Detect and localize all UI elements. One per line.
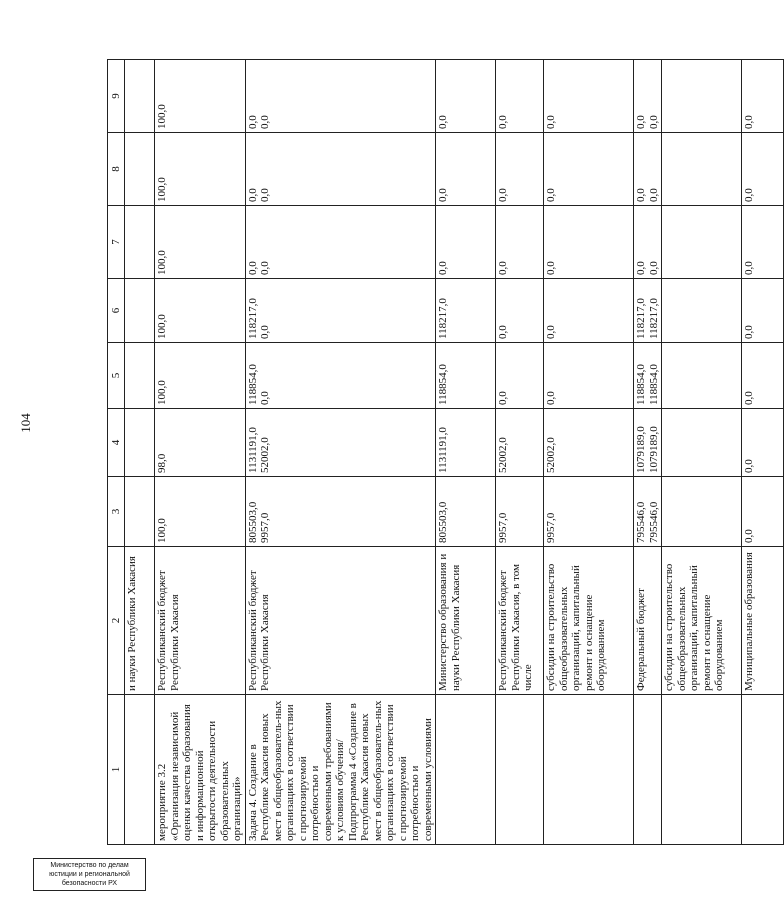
table-row <box>155 60 246 845</box>
amount-value: 0,0 <box>743 115 755 129</box>
amount-cell <box>125 60 155 133</box>
amount-cell <box>662 409 742 477</box>
amount-cell <box>436 133 496 206</box>
amount-cell <box>662 133 742 206</box>
amount-value: 9957,0 <box>259 512 271 543</box>
amount-value: 0,0 <box>246 188 259 202</box>
amount-cell <box>662 206 742 279</box>
amount-value: 805503,0 <box>437 501 449 543</box>
rotated-table-container <box>107 60 755 845</box>
amount-value: 0,0 <box>246 261 259 275</box>
amount-value: 795546,0 <box>647 501 660 543</box>
funding-source-cell: Республиканский бюджет Республики Хакасия, в том числе <box>496 547 544 695</box>
header-cell: 4 <box>108 409 125 477</box>
table-row <box>245 60 436 845</box>
amount-cell <box>496 133 544 206</box>
amount-value: 0,0 <box>545 115 557 129</box>
registration-stamp <box>33 858 146 891</box>
amount-value: 1131191,0 <box>246 427 259 473</box>
amount-cell <box>125 206 155 279</box>
amount-cell <box>436 343 496 409</box>
funding-source-cell: Министерство образования и науки Республики Хакасия <box>436 547 496 695</box>
amount-cell <box>544 133 634 206</box>
amount-cell <box>155 279 246 343</box>
amount-cell <box>742 279 784 343</box>
event-name-cell <box>544 695 634 845</box>
budget-table <box>107 59 784 845</box>
funding-source-cell: Федеральный бюджет <box>634 547 662 695</box>
amount-cell <box>496 343 544 409</box>
amount-value: 0,0 <box>259 115 271 129</box>
amount-cell <box>245 133 436 206</box>
amount-cell <box>436 409 496 477</box>
amount-cell <box>544 409 634 477</box>
table-row <box>742 60 784 845</box>
amount-cell <box>125 409 155 477</box>
amount-cell <box>436 477 496 547</box>
amount-cell <box>634 343 662 409</box>
amount-value: 98,0 <box>156 453 168 473</box>
amount-cell <box>742 133 784 206</box>
amount-value: 0,0 <box>743 459 755 473</box>
amount-value: 0,0 <box>259 325 271 339</box>
table-row <box>634 60 662 845</box>
amount-cell <box>436 60 496 133</box>
amount-value: 100,0 <box>156 314 168 339</box>
amount-cell <box>245 279 436 343</box>
table-body <box>125 60 784 845</box>
amount-value: 118217,0 <box>635 298 647 339</box>
amount-cell <box>742 60 784 133</box>
header-cell: 7 <box>108 206 125 279</box>
amount-cell <box>155 409 246 477</box>
event-name-cell <box>662 695 742 845</box>
header-cell: 1 <box>108 695 125 845</box>
amount-value: 0,0 <box>743 391 755 405</box>
table-row <box>125 60 155 845</box>
amount-value: 0,0 <box>635 188 647 202</box>
event-name-cell: мероприятие 3.2 «Организация независимой оценки качества образования и информационной открытости деятельности образовательных организаций» <box>155 695 246 845</box>
amount-cell <box>634 133 662 206</box>
amount-cell <box>742 409 784 477</box>
amount-cell <box>634 60 662 133</box>
event-name-cell <box>125 695 155 845</box>
amount-value: 795546,0 <box>635 501 647 543</box>
amount-value: 52002,0 <box>545 437 557 473</box>
amount-value: 0,0 <box>497 188 509 202</box>
amount-value: 805503,0 <box>246 501 259 543</box>
stamp-line: Министерство по делам <box>50 862 129 869</box>
amount-cell <box>544 279 634 343</box>
amount-value: 1131191,0 <box>437 427 449 473</box>
amount-value: 9957,0 <box>497 512 509 543</box>
amount-value: 0,0 <box>743 325 755 339</box>
amount-value: 118854,0 <box>437 364 449 405</box>
amount-value: 0,0 <box>259 188 271 202</box>
amount-value: 0,0 <box>743 529 755 543</box>
amount-cell <box>742 477 784 547</box>
amount-value: 1079189,0 <box>647 426 660 473</box>
amount-value: 0,0 <box>246 115 259 129</box>
amount-cell <box>155 343 246 409</box>
amount-value: 0,0 <box>437 188 449 202</box>
amount-value: 0,0 <box>647 188 660 202</box>
amount-cell <box>496 409 544 477</box>
amount-cell <box>496 477 544 547</box>
amount-cell <box>662 279 742 343</box>
amount-value: 0,0 <box>497 325 509 339</box>
table-row <box>496 60 544 845</box>
amount-value: 0,0 <box>497 115 509 129</box>
amount-value: 118854,0 <box>246 364 259 405</box>
amount-value: 118854,0 <box>635 364 647 405</box>
amount-cell <box>245 206 436 279</box>
amount-cell <box>634 279 662 343</box>
amount-value: 0,0 <box>437 261 449 275</box>
amount-cell <box>634 206 662 279</box>
amount-value: 100,0 <box>156 380 168 405</box>
amount-cell <box>155 477 246 547</box>
amount-value: 0,0 <box>259 391 271 405</box>
amount-cell <box>544 206 634 279</box>
amount-value: 0,0 <box>545 261 557 275</box>
amount-cell <box>634 477 662 547</box>
amount-cell <box>245 60 436 133</box>
event-name-cell <box>742 695 784 845</box>
event-name-cell <box>436 695 496 845</box>
amount-cell <box>662 60 742 133</box>
amount-cell <box>436 206 496 279</box>
amount-cell <box>125 133 155 206</box>
header-cell: 2 <box>108 547 125 695</box>
amount-value: 118217,0 <box>437 298 449 339</box>
header-cell: 3 <box>108 477 125 547</box>
amount-value: 0,0 <box>647 115 660 129</box>
amount-value: 0,0 <box>635 115 647 129</box>
amount-value: 1079189,0 <box>635 426 647 473</box>
event-name-cell <box>496 695 544 845</box>
event-name-cell: Задача 4. Создание в Республике Хакасия новых мест в общеобразователь-ных организациях в соответствии с прогнозируемой потребностью и современными требованиями к условиям обучения/ Подпрограмма 4 «Создание в Республике Хакасия новых мест в общеобразователь-ных организациях в соответствии с прогнозируемой потребностью и современными условиями <box>245 695 436 845</box>
amount-value: 0,0 <box>497 261 509 275</box>
amount-value: 0,0 <box>497 391 509 405</box>
amount-value: 0,0 <box>545 188 557 202</box>
stamp-line: безопасности РХ <box>61 880 118 887</box>
amount-value: 52002,0 <box>497 437 509 473</box>
amount-value: 0,0 <box>743 188 755 202</box>
amount-value: 0,0 <box>647 261 660 275</box>
amount-cell <box>544 60 634 133</box>
amount-cell <box>155 60 246 133</box>
amount-cell <box>496 60 544 133</box>
amount-value: 118217,0 <box>246 298 259 339</box>
table-row <box>436 60 496 845</box>
funding-source-cell: Муниципальные образования <box>742 547 784 695</box>
stamp-line: юстиции и региональной <box>49 871 130 878</box>
header-cell: 5 <box>108 343 125 409</box>
amount-value: 0,0 <box>743 261 755 275</box>
funding-source-cell: субсидии на строительство общеобразовательных организаций, капитальный ремонт и оснащение оборудованием <box>662 547 742 695</box>
table-row <box>662 60 742 845</box>
event-name-cell <box>634 695 662 845</box>
amount-cell <box>742 343 784 409</box>
amount-cell <box>496 206 544 279</box>
amount-cell <box>155 206 246 279</box>
table-row <box>544 60 634 845</box>
amount-cell <box>662 477 742 547</box>
amount-value: 100,0 <box>156 518 168 543</box>
amount-value: 100,0 <box>156 104 168 129</box>
amount-value: 0,0 <box>545 325 557 339</box>
funding-source-cell: субсидии на строительство общеобразовательных организаций, капитальный ремонт и оснащение оборудованием <box>544 547 634 695</box>
funding-source-cell: Республиканский бюджет Республики Хакасия <box>155 547 246 695</box>
amount-cell <box>245 343 436 409</box>
amount-value: 0,0 <box>635 261 647 275</box>
header-cell: 8 <box>108 133 125 206</box>
amount-value: 118217,0 <box>647 298 660 339</box>
amount-value: 9957,0 <box>545 512 557 543</box>
amount-value: 118854,0 <box>647 364 660 405</box>
amount-cell <box>125 477 155 547</box>
amount-cell <box>155 133 246 206</box>
amount-cell <box>662 343 742 409</box>
amount-cell <box>125 279 155 343</box>
funding-source-cell: и науки Республики Хакасия <box>125 547 155 695</box>
amount-value: 0,0 <box>259 261 271 275</box>
amount-cell <box>125 343 155 409</box>
amount-cell <box>544 477 634 547</box>
header-row <box>108 60 125 845</box>
amount-value: 0,0 <box>545 391 557 405</box>
amount-cell <box>544 343 634 409</box>
amount-cell <box>634 409 662 477</box>
amount-value: 100,0 <box>156 250 168 275</box>
amount-value: 0,0 <box>437 115 449 129</box>
amount-value: 52002,0 <box>259 437 271 473</box>
amount-cell <box>436 279 496 343</box>
header-cell: 9 <box>108 60 125 133</box>
amount-value: 100,0 <box>156 177 168 202</box>
amount-cell <box>245 409 436 477</box>
header-cell: 6 <box>108 279 125 343</box>
amount-cell <box>496 279 544 343</box>
amount-cell <box>742 206 784 279</box>
page-number: 104 <box>18 413 33 433</box>
amount-cell <box>245 477 436 547</box>
funding-source-cell: Республиканский бюджет Республики Хакасия <box>245 547 436 695</box>
